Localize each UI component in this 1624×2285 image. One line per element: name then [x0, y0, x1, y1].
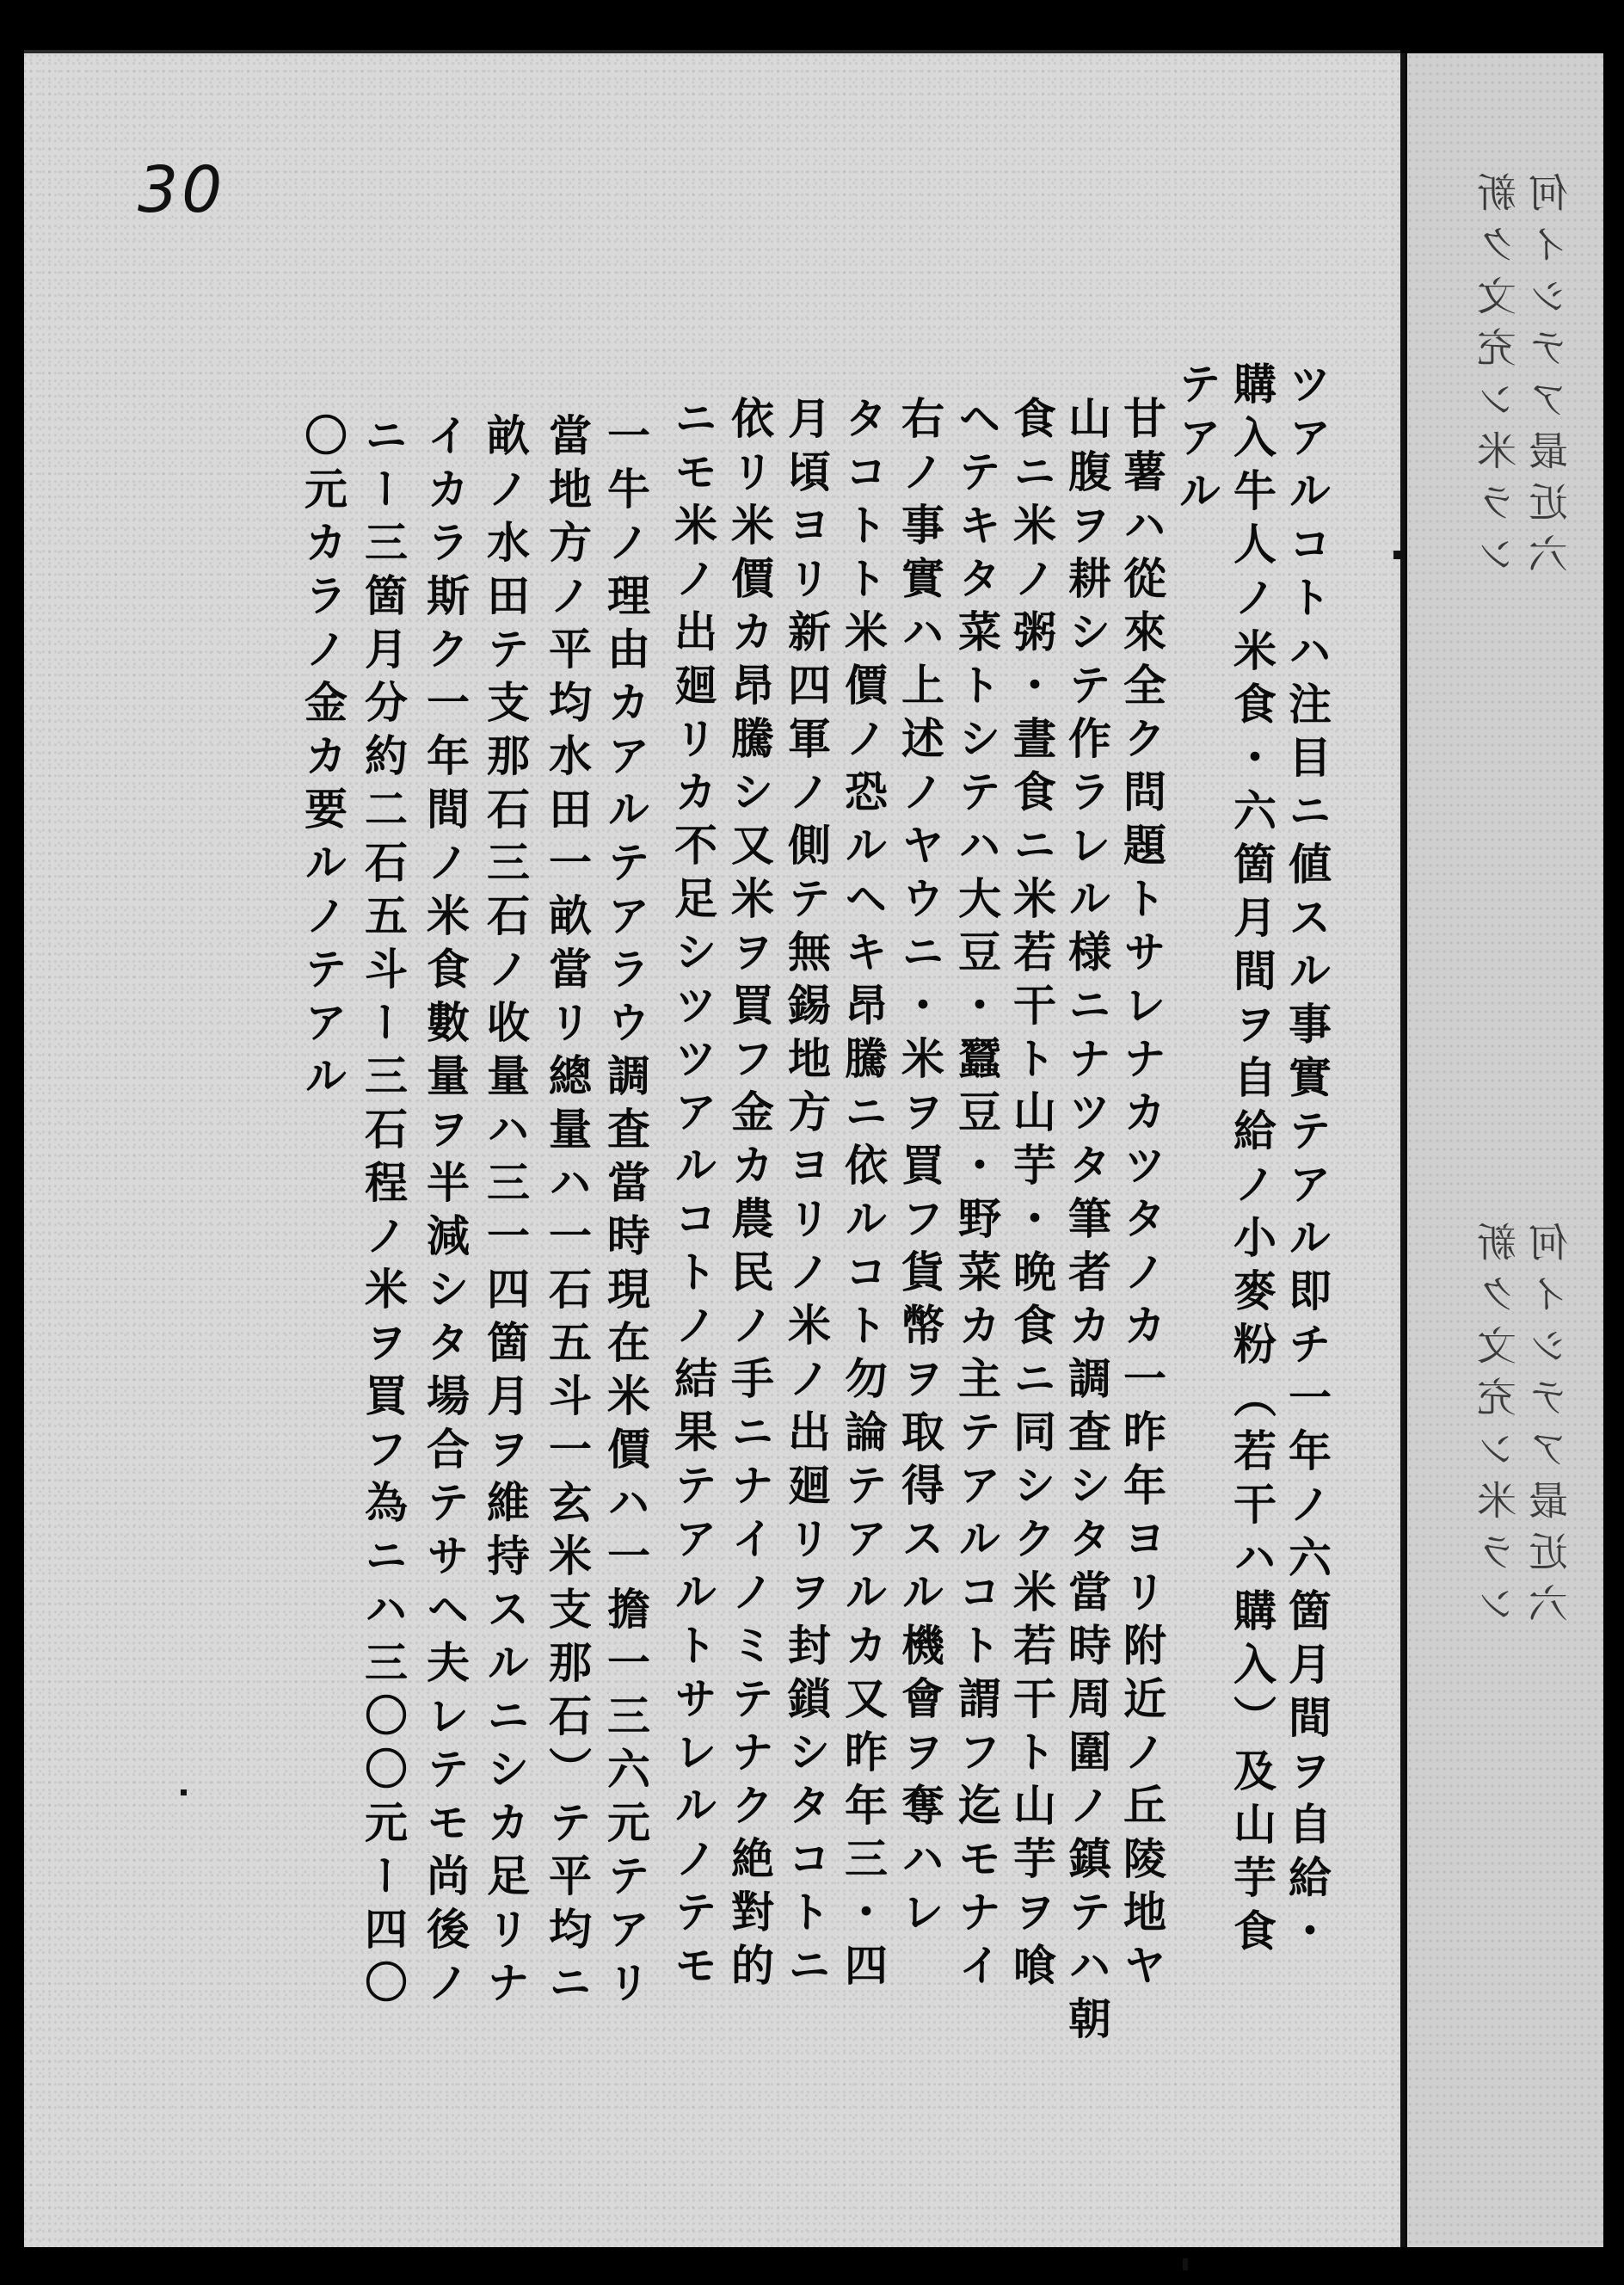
- page-gutter: [1400, 53, 1406, 2247]
- page-number: 30: [138, 153, 226, 227]
- text-column: テアル: [1172, 361, 1221, 521]
- text-column: ヘテキタ菜トシテハ大豆・蠶豆・野菜カ主テアルコト謂フ迄モナイ: [951, 396, 1001, 1996]
- facing-page-column: 何イシテア最近六: [1528, 1222, 1574, 1635]
- text-column: ツアルコトハ注目ニ値スル事實テアル即チ一年ノ六箇月間ヲ自給・: [1282, 361, 1332, 1962]
- text-column: イカラ斯ク一年間ノ米食數量ヲ半減シタ場合テサヘ夫レテモ尚後ノ: [420, 413, 470, 2013]
- text-column: 當地方ノ平均水田一畝當リ總量ハ一石五斗一玄米支那石）テ平均ニ: [542, 413, 592, 2013]
- facing-page-column: 何イシテア最近六: [1528, 172, 1574, 585]
- text-column: 依リ米價カ昂騰シ又米ヲ買フ金カ農民ノ手ニナイノミテナク絶對的: [724, 396, 774, 1996]
- facing-page-column: 新ク文充ン米ラン: [1476, 1222, 1522, 1635]
- text-column: ニー三箇月分約二石五斗ー三石程ノ米ヲ買フ為ニハ三〇〇元ー四〇: [358, 413, 408, 2013]
- ink-mark: [1183, 2258, 1188, 2270]
- text-column: 畝ノ水田テ支那石三石ノ收量ハ三一四箇月ヲ維持スルニシカ足リナ: [480, 413, 530, 2013]
- text-column: 購入牛人ノ米食・六箇月間ヲ自給ノ小麥粉（若干ハ購入）及山芋食: [1227, 361, 1276, 1962]
- facing-page-column: 新ク文充ン米ラン: [1476, 172, 1522, 585]
- text-column: 一牛ノ理由カアルテアラウ調査當時現在米價ハ一擔一三六元テアリ: [600, 413, 650, 2013]
- text-column: 山腹ヲ耕シテ作ラレル様ニナツタ筆者カ調査シタ當時周圍ノ鎮テハ朝: [1061, 396, 1111, 2049]
- text-column: ニモ米ノ出廻リカ不足シツツアルコトノ結果テアルトサレルノテモ: [667, 396, 717, 1996]
- text-column: 月頃ヨリ新四軍ノ側テ無錫地方ヨリノ米ノ出廻リヲ封鎖シタコトニ: [781, 396, 831, 1996]
- text-column: 〇元カラノ金カ要ルノテアル: [298, 413, 348, 1106]
- ink-mark: [1393, 551, 1400, 559]
- text-column: 甘薯ハ從來全ク問題トサレナカツタノカ一昨年ヨリ附近ノ丘陵地ヤ: [1116, 396, 1166, 1996]
- ink-mark: [181, 1789, 187, 1795]
- text-column: 食ニ米ノ粥・晝食ニ米若干ト山芋・晩食ニ同シク米若干ト山芋ヲ喰: [1006, 396, 1056, 1996]
- text-column: 右ノ事實ハ上述ノヤウニ・米ヲ買フ貨幣ヲ取得スル機會ヲ奪ハレ: [895, 396, 944, 1943]
- text-column: タコトト米價ノ恐ルヘキ昂騰ニ依ルコト勿論テアルカ又昨年三・四: [838, 396, 888, 1996]
